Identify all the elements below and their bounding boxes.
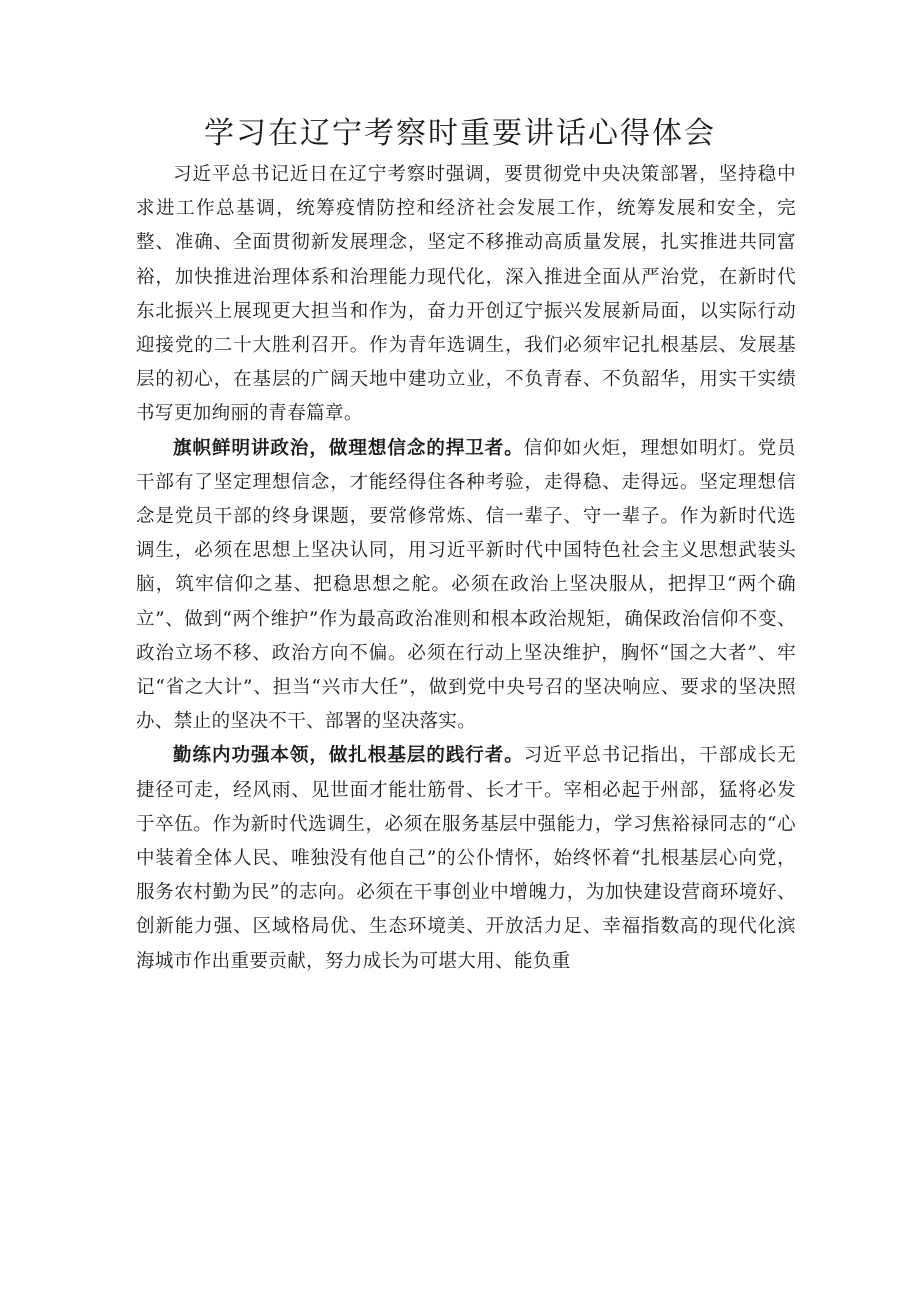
paragraph-political-faith xyxy=(136,432,796,740)
paragraph-grassroots-practice xyxy=(136,739,796,978)
paragraph-text: 习近平总书记近日在辽宁考察时强调，要贯彻党中央决策部署，坚持稳中求进工作总基调，统筹疫情防控和经济社会发展工作，统筹发展和安全，完整、准确、全面贯彻新发展理念，坚定不移推动高质量发展，扎实推进共同富裕，加快推进治理体系和治理能力现代化，深入推进全面从严治党，在新时代东北振兴上展现更大担当和作为，奋力开创辽宁振兴发展新局面，以实际行动迎接党的二十大胜利召开。作为青年选调生，我们必须牢记扎根基层、发展基层的初心，在基层的广阔天地中建功立业，不负青春、不负韶华，用实干实绩书写更加绚丽的青春篇章。 xyxy=(136,164,796,425)
paragraph-lead-heading: 旗帜鲜明讲政治，做理想信念的捍卫者。 xyxy=(173,437,524,459)
document-title: 学习在辽宁考察时重要讲话心得体会 xyxy=(204,116,716,151)
paragraph-lead-heading: 勤练内功强本领，做扎根基层的践行者。 xyxy=(173,745,524,767)
paragraph-text: 信仰如火炬，理想如明灯。党员干部有了坚定理想信念，才能经得住各种考验，走得稳、走得远。坚定理想信念是党员干部的终身课题，要常修常炼、信一辈子、守一辈子。作为新时代选调生，必须在思想上坚决认同，用习近平新时代中国特色社会主义思想武装头脑，筑牢信仰之基、把稳思想之舵。必须在政治上坚决服从，把捍卫“两个确立”、做到“两个维护”作为最高政治准则和根本政治规矩，确保政治信仰不变、政治立场不移、政治方向不偏。必须在行动上坚决维护，胸怀“国之大者”、牢记“省之大计”、担当“兴市大任”，做到党中央号召的坚决响应、要求的坚决照办、禁止的坚决不干、部署的坚决落实。 xyxy=(136,437,796,733)
document-body xyxy=(136,158,796,979)
paragraph-text: 习近平总书记指出，干部成长无捷径可走，经风雨、见世面才能壮筋骨、长才干。宰相必起于州部，猛将必发于卒伍。作为新时代选调生，必须在服务基层中强能力，学习焦裕禄同志的“心中装着全体人民、唯独没有他自己”的公仆情怀，始终怀着“扎根基层心向党，服务农村勤为民”的志向。必须在干事创业中增魄力，为加快建设营商环境好、创新能力强、区域格局优、生态环境美、开放活力足、幸福指数高的现代化滨海城市作出重要贡献，努力成长为可堪大用、能负重 xyxy=(136,745,796,972)
paragraph-intro xyxy=(136,158,796,432)
